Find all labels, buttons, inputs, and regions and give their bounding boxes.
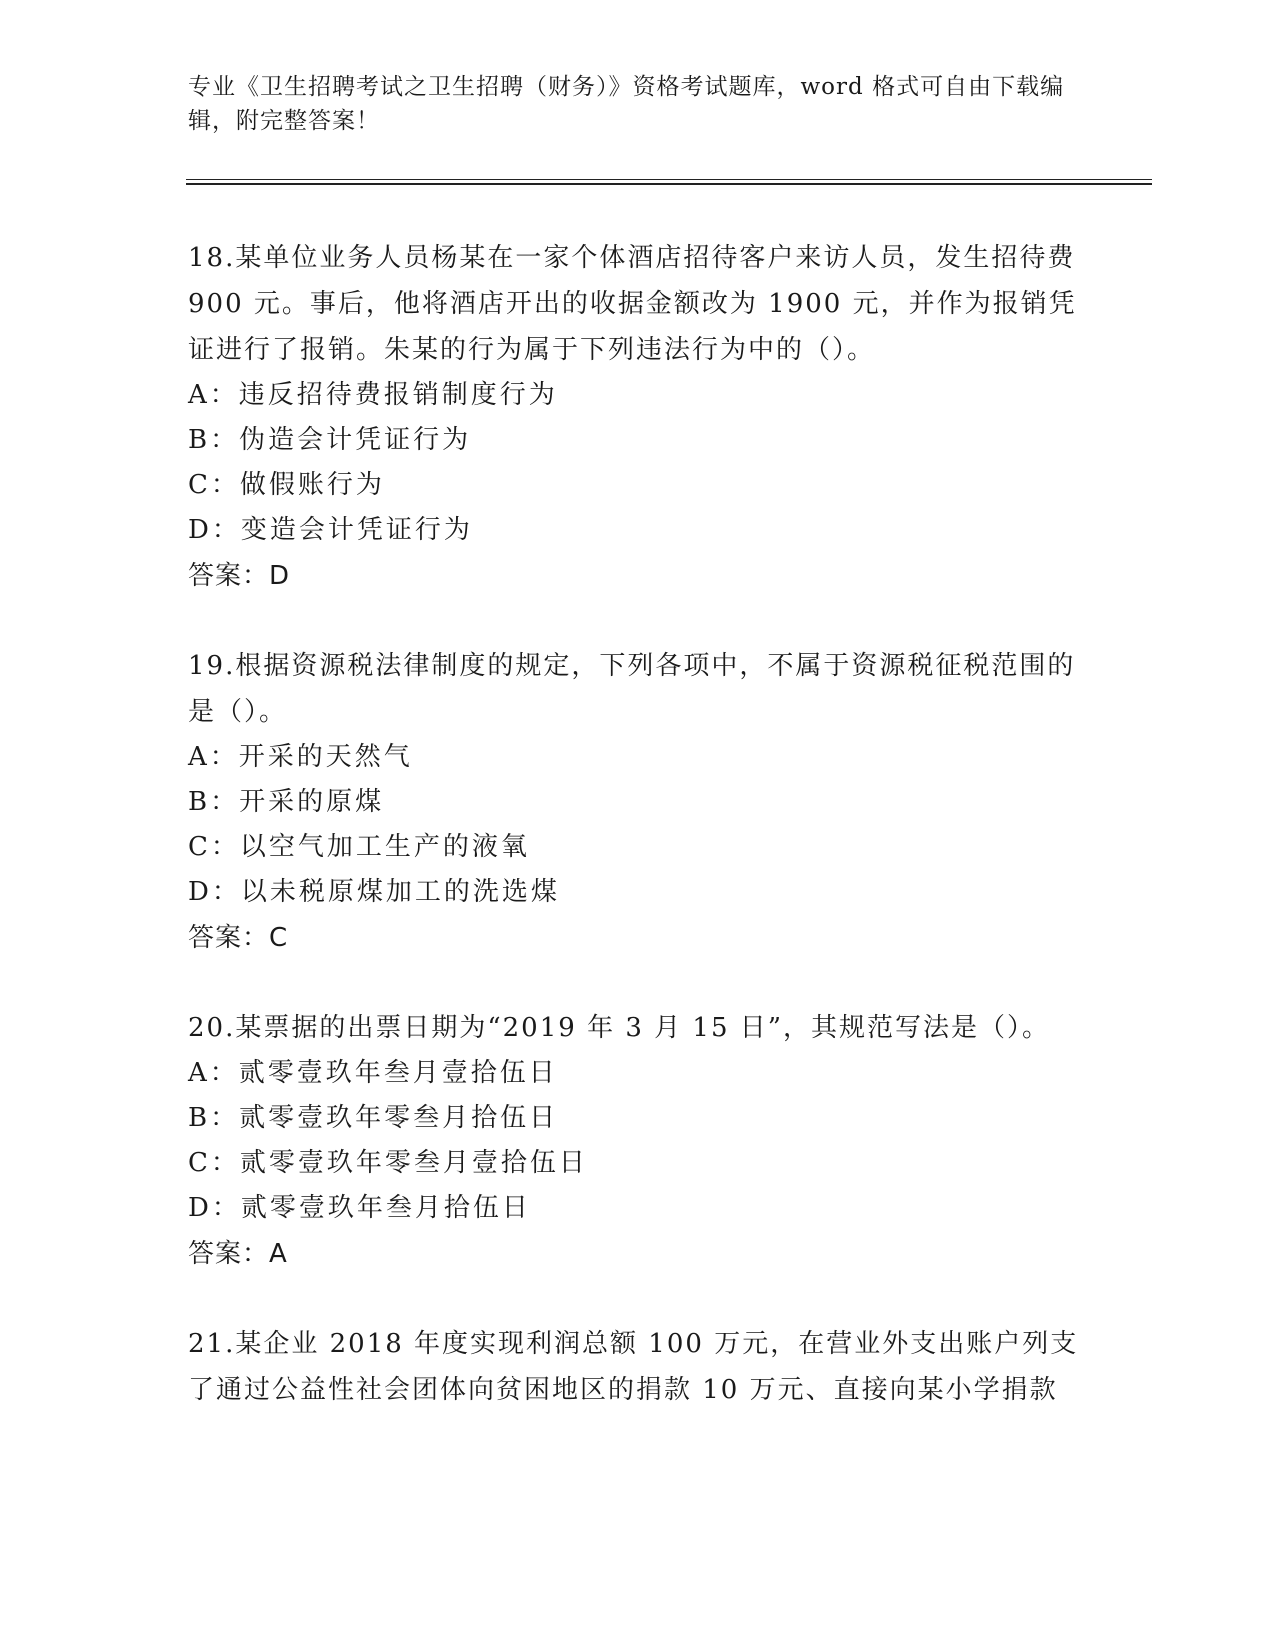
answer-line: 答案：C: [188, 923, 289, 953]
option-d: D：贰零壹玖年叁月拾伍日: [188, 1193, 531, 1223]
question-stem: 20.某票据的出票日期为“2019 年 3 月 15 日”，其规范写法是（）。: [188, 1013, 1051, 1043]
question-stem: 18.某单位业务人员杨某在一家个体酒店招待客户来访人员，发生招待费 900 元。事后，他将酒店开出的收据金额改为 1900 元，并作为报销凭证进行了报销。朱某的行为属于下列违法行为中的（）。: [188, 243, 1077, 365]
option-a: A：违反招待费报销制度行为: [188, 380, 558, 410]
option-c: C：贰零壹玖年零叁月壹拾伍日: [188, 1148, 588, 1178]
question-list: [188, 235, 1088, 1413]
document-header: [188, 70, 1068, 138]
option-b: B：开采的原煤: [188, 787, 385, 817]
question-20: [188, 1005, 1088, 1277]
question-21: [188, 1321, 1088, 1413]
option-b: B：伪造会计凭证行为: [188, 425, 472, 455]
option-c: C：以空气加工生产的液氧: [188, 832, 530, 862]
question-stem: 21.某企业 2018 年度实现利润总额 100 万元，在营业外支出账户列支了通过公益性社会团体向贫困地区的捐款 10 万元、直接向某小学捐款: [188, 1329, 1079, 1405]
header-text: 专业《卫生招聘考试之卫生招聘（财务）》资格考试题库，word 格式可自由下载编辑，附完整答案！: [188, 74, 1065, 134]
option-d: D：变造会计凭证行为: [188, 515, 473, 545]
answer-line: 答案：A: [188, 1239, 288, 1269]
option-d: D：以未税原煤加工的洗选煤: [188, 877, 560, 907]
option-a: A：贰零壹玖年叁月壹拾伍日: [188, 1058, 558, 1088]
question-19: [188, 643, 1088, 961]
answer-line: 答案：D: [188, 561, 291, 591]
option-a: A：开采的天然气: [188, 742, 413, 772]
option-c: C：做假账行为: [188, 470, 385, 500]
header-divider-thick: [186, 183, 1152, 185]
question-18: [188, 235, 1088, 599]
option-b: B：贰零壹玖年零叁月拾伍日: [188, 1103, 559, 1133]
question-stem: 19.根据资源税法律制度的规定，下列各项中，不属于资源税征税范围的是（）。: [188, 651, 1076, 727]
header-divider-thin: [186, 179, 1152, 180]
